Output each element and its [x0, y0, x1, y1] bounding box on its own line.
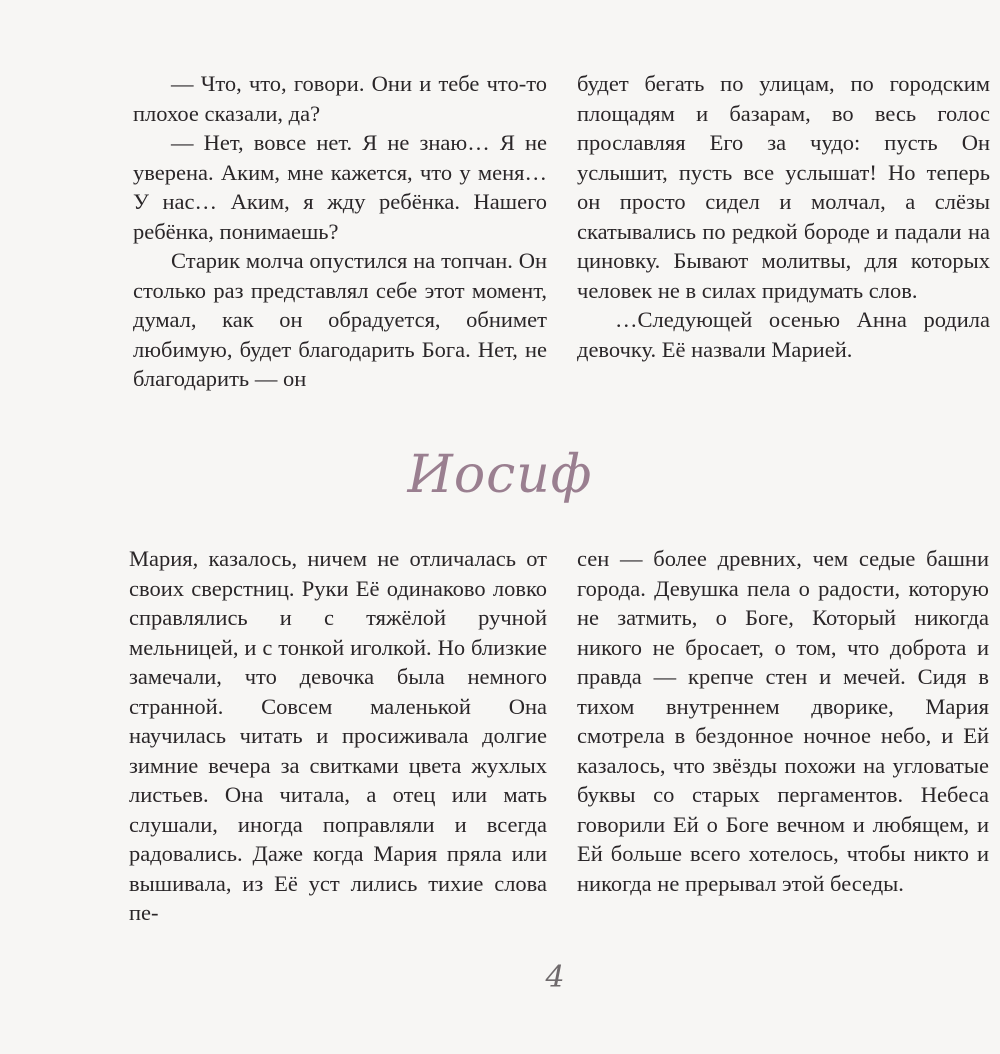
bottom-left-column: [129, 544, 547, 928]
bottom-right-column: [577, 544, 989, 898]
paragraph: — Что, что, говори. Они и тебе что-то плохое сказали, да?: [133, 71, 547, 126]
paragraph: сен — более древних, чем седые башни города. Девушка пела о радости, которую не затмить, о Боге, Который никогда никого не бросает, о том, что доброта и правда — крепче стен и мечей. Сидя в тихом внутреннем дворике, Мария смотрела в бездонное ночное небо, и Ей казалось, что звёзды похожи на угловатые буквы со старых пергаментов. Небеса говорили Ей о Боге вечном и любящем, и Ей больше всего хотелось, чтобы никто и никогда не прерывал этой беседы.: [577, 546, 989, 896]
paragraph: будет бегать по улицам, по городским площадям и базарам, во весь голос прославляя Его за чудо: пусть Он услышит, пусть все услышат! Но теперь он просто сидел и молчал, а слёзы скатывались по редкой бороде и падали на циновку. Бывают молитвы, для которых человек не в силах придумать слов.: [577, 71, 990, 303]
top-right-column: [577, 69, 990, 364]
page-number: 4: [545, 960, 565, 995]
paragraph: — Нет, вовсе нет. Я не знаю… Я не уверена. Аким, мне кажется, что у меня… У нас… Аким, я жду ребёнка. Нашего ребёнка, понимаешь?: [133, 130, 547, 244]
paragraph: …Следующей осенью Анна родила девочку. Её назвали Марией.: [577, 307, 990, 362]
paragraph: Мария, казалось, ничем не отличалась от своих сверстниц. Руки Её одинаково ловко справлялись и с тяжёлой ручной мельницей, и с тонкой иголкой. Но близкие замечали, что девочка была немного странной. Совсем маленькой Она научилась читать и просиживала долгие зимние вечера за свитками цвета жухлых листьев. Она читала, а отец или мать слушали, иногда поправляли и всегда радовались. Даже когда Мария пряла или вышивала, из Её уст лились тихие слова пе-: [129, 546, 547, 925]
top-left-column: [133, 69, 547, 394]
chapter-heading: Иосиф: [407, 445, 593, 505]
paragraph: Старик молча опустился на топчан. Он столько раз представлял себе этот момент, думал, как он обрадуется, обнимет любимую, будет благодарить Бога. Нет, не благодарить — он: [133, 248, 547, 391]
